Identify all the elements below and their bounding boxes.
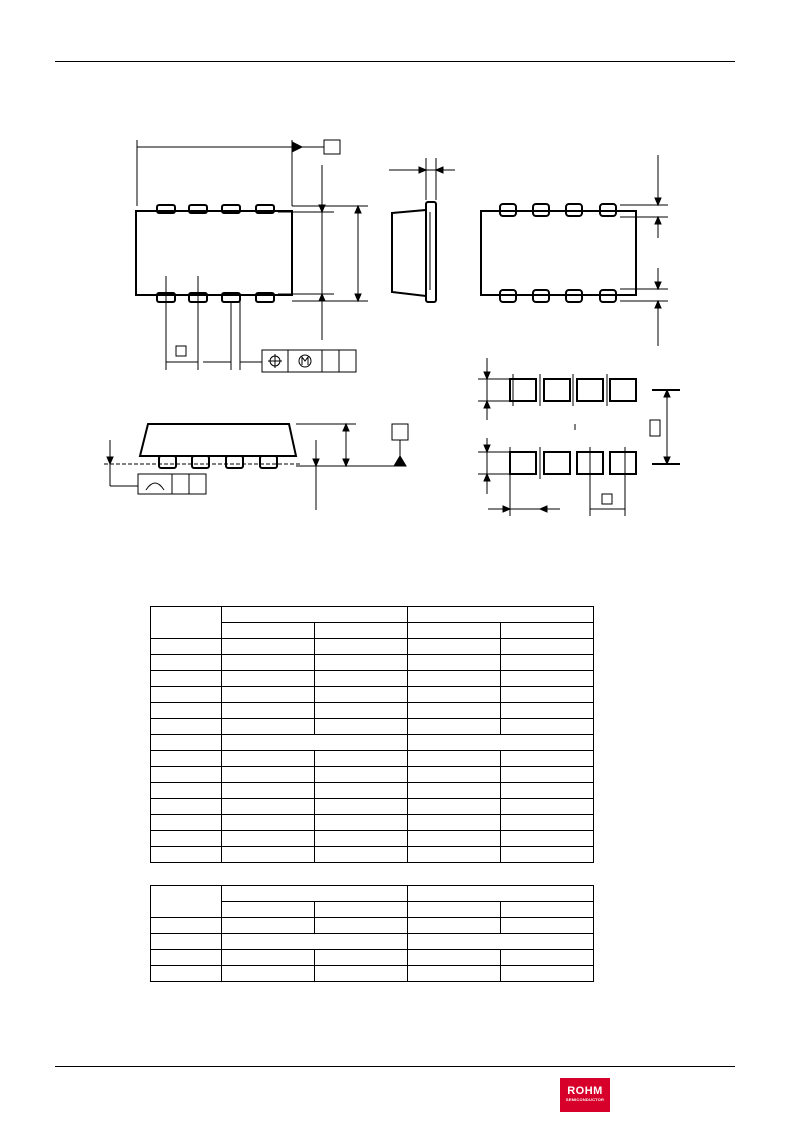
table-cell bbox=[315, 751, 408, 767]
table-row bbox=[151, 966, 594, 982]
table-corner-cell bbox=[151, 607, 222, 639]
table-cell bbox=[315, 950, 408, 966]
table-cell bbox=[408, 831, 501, 847]
table-row bbox=[151, 831, 594, 847]
row-label bbox=[151, 655, 222, 671]
table-cell bbox=[501, 815, 594, 831]
table-cell bbox=[501, 966, 594, 982]
table-cell bbox=[222, 719, 315, 735]
table-row bbox=[151, 918, 594, 934]
row-label bbox=[151, 783, 222, 799]
table-cell bbox=[408, 703, 501, 719]
top-view bbox=[136, 140, 368, 372]
row-label bbox=[151, 966, 222, 982]
merged-cell bbox=[222, 934, 408, 950]
table-cell bbox=[315, 918, 408, 934]
table-row bbox=[151, 767, 594, 783]
header-group-cell bbox=[222, 607, 408, 623]
header-sub-cell bbox=[501, 623, 594, 639]
table-cell bbox=[222, 799, 315, 815]
table-cell bbox=[408, 671, 501, 687]
logo-tagline: SEMICONDUCTOR bbox=[565, 1097, 605, 1102]
table-cell bbox=[315, 703, 408, 719]
table-cell bbox=[501, 918, 594, 934]
table-cell bbox=[408, 751, 501, 767]
table-cell bbox=[408, 655, 501, 671]
header-group-cell bbox=[222, 886, 408, 902]
bottom-view bbox=[481, 155, 668, 346]
header-sub-cell bbox=[222, 623, 315, 639]
table-cell bbox=[315, 639, 408, 655]
header-group-cell bbox=[408, 886, 594, 902]
table-cell bbox=[222, 783, 315, 799]
table-cell bbox=[501, 751, 594, 767]
row-label bbox=[151, 735, 222, 751]
row-label bbox=[151, 751, 222, 767]
table-cell bbox=[315, 831, 408, 847]
datum-a-box bbox=[392, 424, 408, 440]
table-cell bbox=[315, 799, 408, 815]
datum-b-box bbox=[324, 140, 340, 154]
table-cell bbox=[222, 767, 315, 783]
table-row bbox=[151, 671, 594, 687]
header-sub-cell bbox=[315, 902, 408, 918]
table-cell bbox=[501, 719, 594, 735]
footer-rule bbox=[55, 1066, 735, 1067]
row-label bbox=[151, 767, 222, 783]
merged-cell bbox=[408, 735, 594, 751]
table-cell bbox=[408, 799, 501, 815]
table-cell bbox=[222, 831, 315, 847]
front-view bbox=[104, 424, 408, 510]
table-cell bbox=[222, 918, 315, 934]
table-row bbox=[151, 815, 594, 831]
merged-cell bbox=[408, 934, 594, 950]
rohm-logo bbox=[560, 1078, 610, 1112]
table-cell bbox=[501, 639, 594, 655]
row-label bbox=[151, 671, 222, 687]
table-corner-cell bbox=[151, 886, 222, 918]
table-cell bbox=[222, 966, 315, 982]
table-row bbox=[151, 655, 594, 671]
row-label bbox=[151, 934, 222, 950]
table-cell bbox=[408, 847, 501, 863]
table-cell bbox=[315, 815, 408, 831]
table-cell bbox=[222, 950, 315, 966]
table-cell bbox=[501, 847, 594, 863]
table-cell bbox=[222, 703, 315, 719]
table-cell bbox=[408, 687, 501, 703]
table-cell bbox=[315, 966, 408, 982]
table-cell bbox=[408, 918, 501, 934]
table-cell bbox=[408, 783, 501, 799]
table-cell bbox=[408, 767, 501, 783]
table-row bbox=[151, 735, 594, 751]
table-cell bbox=[501, 783, 594, 799]
row-label bbox=[151, 687, 222, 703]
table-cell bbox=[315, 671, 408, 687]
header-sub-cell bbox=[408, 623, 501, 639]
table-cell bbox=[315, 687, 408, 703]
row-label bbox=[151, 639, 222, 655]
table-cell bbox=[501, 799, 594, 815]
table-cell bbox=[222, 687, 315, 703]
row-label bbox=[151, 703, 222, 719]
table-row bbox=[151, 799, 594, 815]
table-row bbox=[151, 639, 594, 655]
table-row bbox=[151, 703, 594, 719]
table-cell bbox=[222, 639, 315, 655]
table-cell bbox=[501, 950, 594, 966]
table-cell bbox=[501, 687, 594, 703]
table-cell bbox=[501, 767, 594, 783]
package-outline-drawing bbox=[0, 0, 793, 560]
row-label bbox=[151, 831, 222, 847]
merged-cell bbox=[222, 735, 408, 751]
table-cell bbox=[408, 966, 501, 982]
table-cell bbox=[408, 639, 501, 655]
land-pattern-table bbox=[150, 885, 594, 982]
logo-wordmark: ROHM bbox=[567, 1085, 603, 1097]
profile-symbol-icon bbox=[146, 483, 164, 490]
header-sub-cell bbox=[222, 902, 315, 918]
table-cell bbox=[408, 950, 501, 966]
land-pattern-view bbox=[478, 358, 680, 516]
table-cell bbox=[408, 719, 501, 735]
table-cell bbox=[315, 655, 408, 671]
row-label bbox=[151, 950, 222, 966]
table-cell bbox=[222, 671, 315, 687]
table-cell bbox=[222, 751, 315, 767]
row-label bbox=[151, 847, 222, 863]
header-sub-cell bbox=[501, 902, 594, 918]
table-row bbox=[151, 950, 594, 966]
table-cell bbox=[408, 815, 501, 831]
table-row bbox=[151, 751, 594, 767]
table-cell bbox=[501, 655, 594, 671]
row-label bbox=[151, 815, 222, 831]
header-sub-cell bbox=[315, 623, 408, 639]
row-label bbox=[151, 719, 222, 735]
table-cell bbox=[222, 815, 315, 831]
table-cell bbox=[501, 831, 594, 847]
table-row bbox=[151, 783, 594, 799]
table-row bbox=[151, 719, 594, 735]
table-row bbox=[151, 847, 594, 863]
table-cell bbox=[501, 671, 594, 687]
header-group-cell bbox=[408, 607, 594, 623]
dimensions-table bbox=[150, 606, 594, 863]
header-sub-cell bbox=[408, 902, 501, 918]
table-cell bbox=[222, 655, 315, 671]
table-cell bbox=[315, 783, 408, 799]
table-cell bbox=[315, 767, 408, 783]
row-label bbox=[151, 918, 222, 934]
table-row bbox=[151, 934, 594, 950]
table-cell bbox=[501, 703, 594, 719]
table-cell bbox=[222, 847, 315, 863]
top-view-body bbox=[136, 211, 292, 295]
row-label bbox=[151, 799, 222, 815]
table-cell bbox=[315, 847, 408, 863]
side-view bbox=[389, 158, 455, 302]
table-row bbox=[151, 687, 594, 703]
table-cell bbox=[315, 719, 408, 735]
